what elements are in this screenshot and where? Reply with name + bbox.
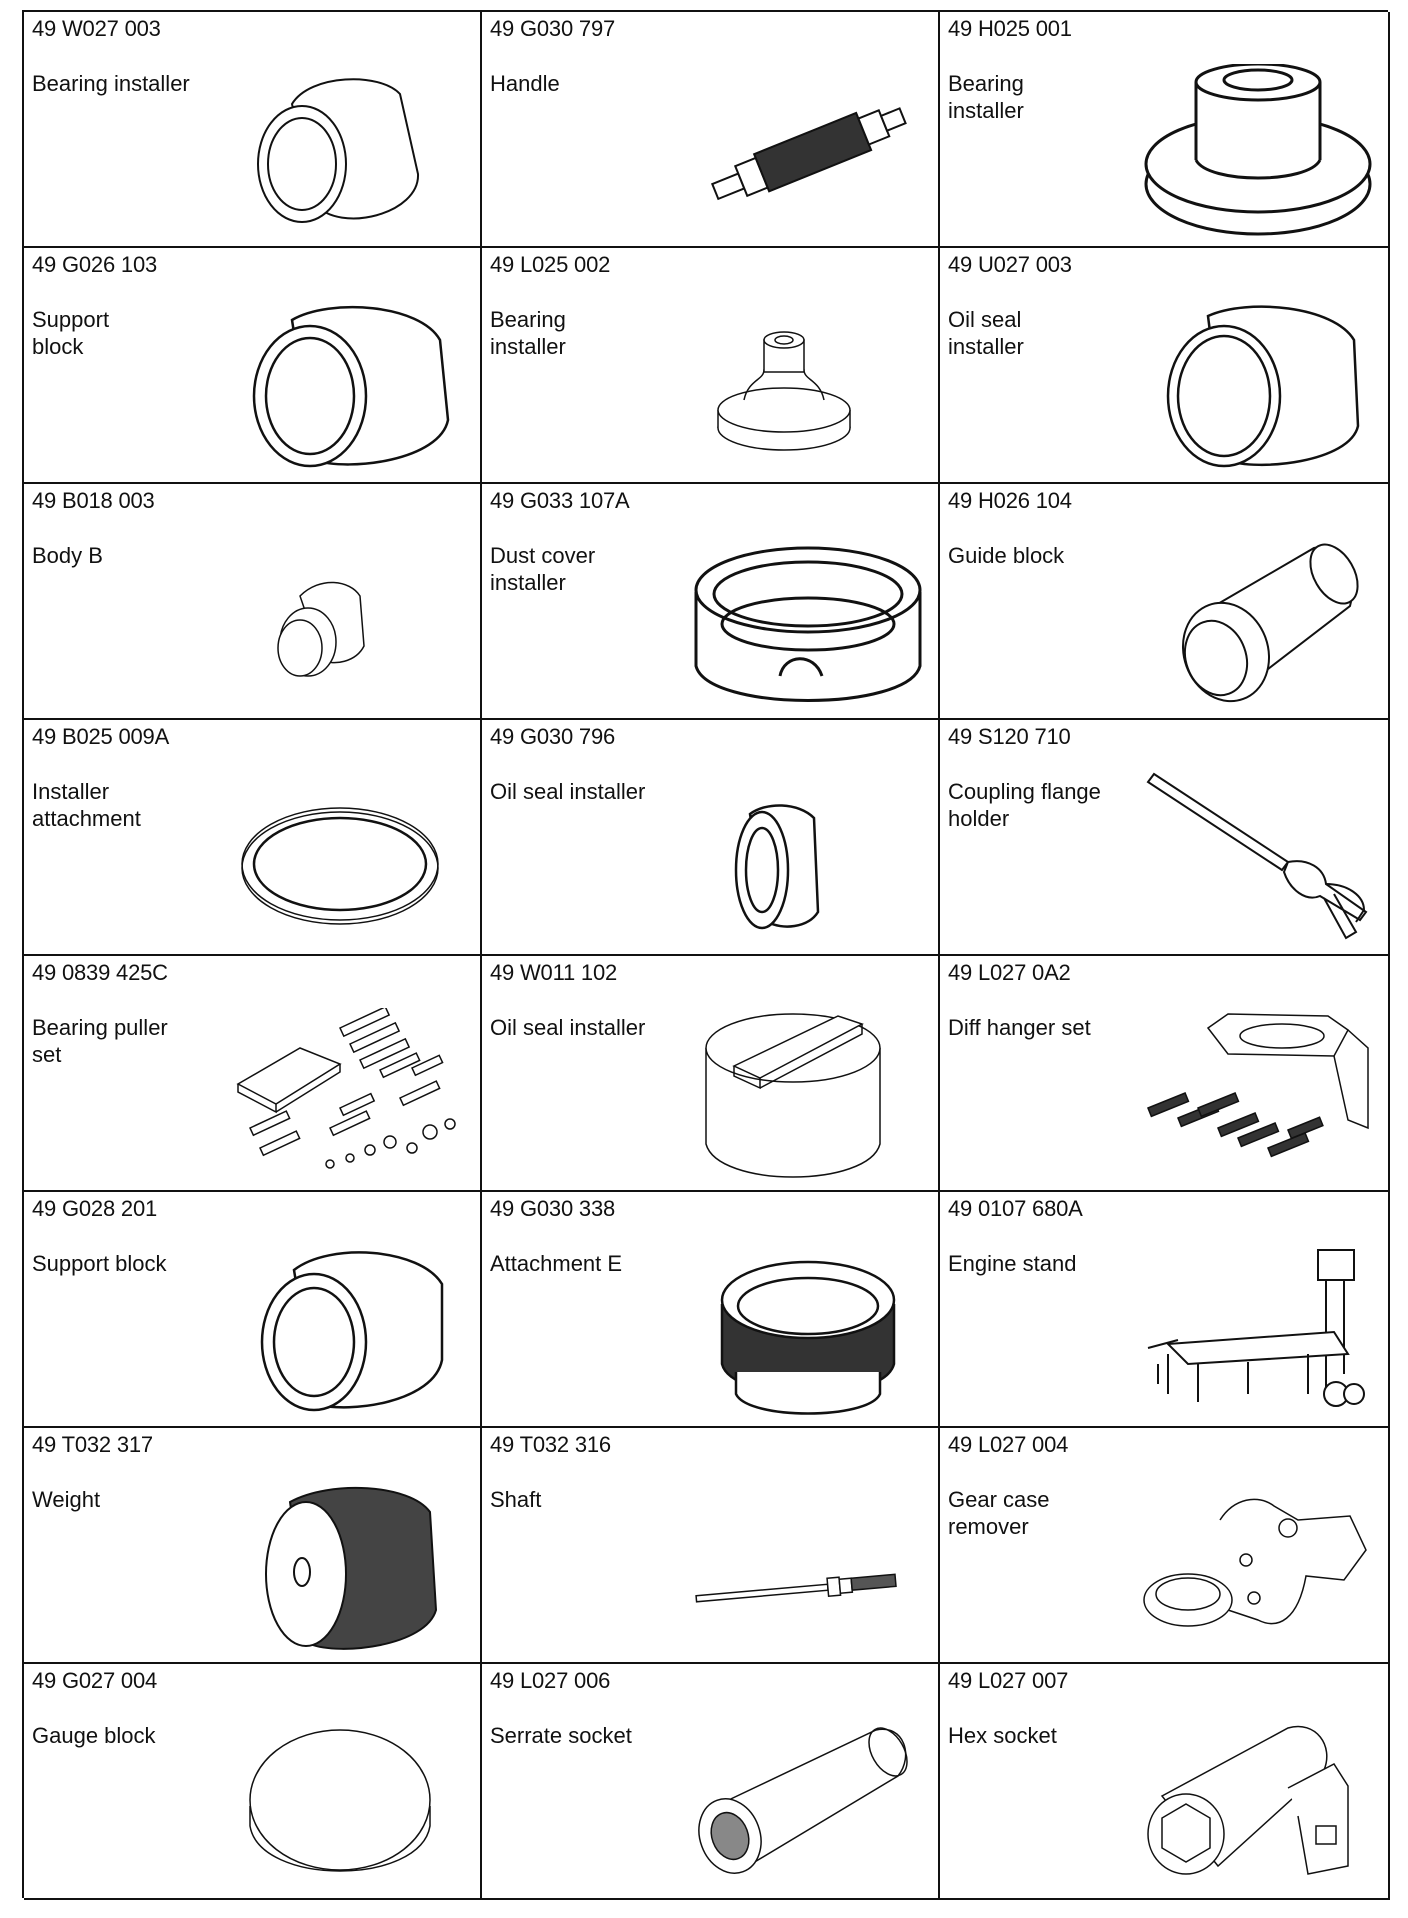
part-number: 49 0839 425C bbox=[32, 960, 168, 985]
part-number: 49 L027 007 bbox=[948, 1668, 1069, 1693]
tool-name: Engine stand bbox=[948, 1251, 1077, 1276]
part-number: 49 G028 201 bbox=[32, 1196, 158, 1221]
tool-name: Support block bbox=[32, 307, 110, 359]
part-number: 49 L027 006 bbox=[490, 1668, 611, 1693]
tool-cell bbox=[482, 12, 940, 248]
tool-cell bbox=[940, 720, 1390, 956]
part-number: 49 S120 710 bbox=[948, 724, 1071, 749]
tool-cell bbox=[24, 12, 482, 248]
special-tools-table bbox=[22, 10, 1388, 1898]
tool-name: Gear case remover bbox=[948, 1487, 1050, 1539]
part-number: 49 L025 002 bbox=[490, 252, 611, 277]
tool-name: Dust cover installer bbox=[490, 543, 596, 595]
tool-cell bbox=[482, 956, 940, 1192]
tool-cell bbox=[940, 248, 1390, 484]
oil-seal-installer-cylinder-icon bbox=[1138, 300, 1378, 472]
tool-cell bbox=[482, 1664, 940, 1900]
tool-cell bbox=[482, 720, 940, 956]
tool-cell bbox=[482, 1192, 940, 1428]
tool-cell bbox=[24, 1192, 482, 1428]
part-number: 49 U027 003 bbox=[948, 252, 1072, 277]
part-number: 49 G033 107A bbox=[490, 488, 630, 513]
tool-cell bbox=[482, 1428, 940, 1664]
tool-name: Serrate socket bbox=[490, 1723, 632, 1748]
tool-name: Coupling flange holder bbox=[948, 779, 1101, 831]
installer-attachment-ring-icon bbox=[230, 772, 470, 944]
tool-cell bbox=[940, 12, 1390, 248]
tool-name: Bearing puller set bbox=[32, 1015, 168, 1067]
part-number: 49 T032 316 bbox=[490, 1432, 611, 1457]
tool-name: Gauge block bbox=[32, 1723, 156, 1748]
tool-name: Bearing installer bbox=[32, 71, 190, 96]
tool-cell bbox=[940, 1428, 1390, 1664]
part-number: 49 G030 797 bbox=[490, 16, 616, 41]
knurled-handle-icon bbox=[688, 64, 928, 236]
tool-cell bbox=[482, 248, 940, 484]
tool-cell bbox=[24, 956, 482, 1192]
attachment-e-icon bbox=[688, 1244, 928, 1416]
tool-name: Oil seal installer bbox=[490, 1015, 646, 1040]
tool-name: Guide block bbox=[948, 543, 1065, 568]
tool-name: Bearing installer bbox=[490, 307, 566, 359]
tool-name: Installer attachment bbox=[32, 779, 141, 831]
bearing-puller-set-icon bbox=[230, 1008, 470, 1180]
tool-name: Bearing installer bbox=[948, 71, 1024, 123]
tool-name: Attachment E bbox=[490, 1251, 623, 1276]
part-number: 49 G026 103 bbox=[32, 252, 158, 277]
part-number: 49 L027 004 bbox=[948, 1432, 1069, 1457]
tool-name: Oil seal installer bbox=[490, 779, 646, 804]
tool-cell bbox=[940, 1192, 1390, 1428]
tool-cell bbox=[24, 1428, 482, 1664]
part-number: 49 B018 003 bbox=[32, 488, 155, 513]
dust-cover-installer-ring-icon bbox=[688, 536, 928, 708]
tool-cell bbox=[24, 484, 482, 720]
weight-icon bbox=[230, 1480, 470, 1652]
tool-name: Hex socket bbox=[948, 1723, 1057, 1748]
tool-name: Handle bbox=[490, 71, 560, 96]
guide-block-icon bbox=[1138, 536, 1378, 708]
diff-hanger-set-icon bbox=[1138, 1008, 1378, 1180]
body-b-icon bbox=[230, 536, 470, 708]
part-number: 49 L027 0A2 bbox=[948, 960, 1071, 985]
part-number: 49 T032 317 bbox=[32, 1432, 153, 1457]
tool-cell bbox=[940, 484, 1390, 720]
part-number: 49 G027 004 bbox=[32, 1668, 158, 1693]
flanged-bearing-installer-icon bbox=[1138, 64, 1378, 236]
gear-case-remover-icon bbox=[1138, 1480, 1378, 1652]
engine-stand-icon bbox=[1138, 1244, 1378, 1416]
tool-name: Body B bbox=[32, 543, 103, 568]
tool-name: Diff hanger set bbox=[948, 1015, 1091, 1040]
support-block-icon bbox=[230, 1244, 470, 1416]
gauge-block-icon bbox=[230, 1716, 470, 1888]
part-number: 49 B025 009A bbox=[32, 724, 170, 749]
part-number: 49 0107 680A bbox=[948, 1196, 1083, 1221]
tool-cell bbox=[24, 720, 482, 956]
serrate-socket-icon bbox=[688, 1716, 928, 1888]
hex-socket-icon bbox=[1138, 1716, 1378, 1888]
tool-name: Shaft bbox=[490, 1487, 542, 1512]
shaft-icon bbox=[688, 1480, 928, 1652]
part-number: 49 H026 104 bbox=[948, 488, 1072, 513]
part-number: 49 G030 338 bbox=[490, 1196, 616, 1221]
tool-name: Support block bbox=[32, 1251, 167, 1276]
tool-cell bbox=[24, 248, 482, 484]
bearing-installer-sleeve-icon bbox=[230, 64, 470, 236]
part-number: 49 W011 102 bbox=[490, 960, 618, 985]
coupling-flange-holder-icon bbox=[1138, 772, 1378, 944]
tool-name: Weight bbox=[32, 1487, 101, 1512]
part-number: 49 H025 001 bbox=[948, 16, 1072, 41]
support-block-cylinder-icon bbox=[230, 300, 470, 472]
tool-name: Oil seal installer bbox=[948, 307, 1024, 359]
stepped-bearing-installer-icon bbox=[688, 300, 928, 472]
tool-cell bbox=[940, 956, 1390, 1192]
part-number: 49 W027 003 bbox=[32, 16, 161, 41]
oil-seal-installer-block-icon bbox=[688, 1008, 928, 1180]
tool-cell bbox=[24, 1664, 482, 1900]
part-number: 49 G030 796 bbox=[490, 724, 616, 749]
tool-cell bbox=[482, 484, 940, 720]
tool-cell bbox=[940, 1664, 1390, 1900]
oil-seal-installer-ring-icon bbox=[688, 772, 928, 944]
